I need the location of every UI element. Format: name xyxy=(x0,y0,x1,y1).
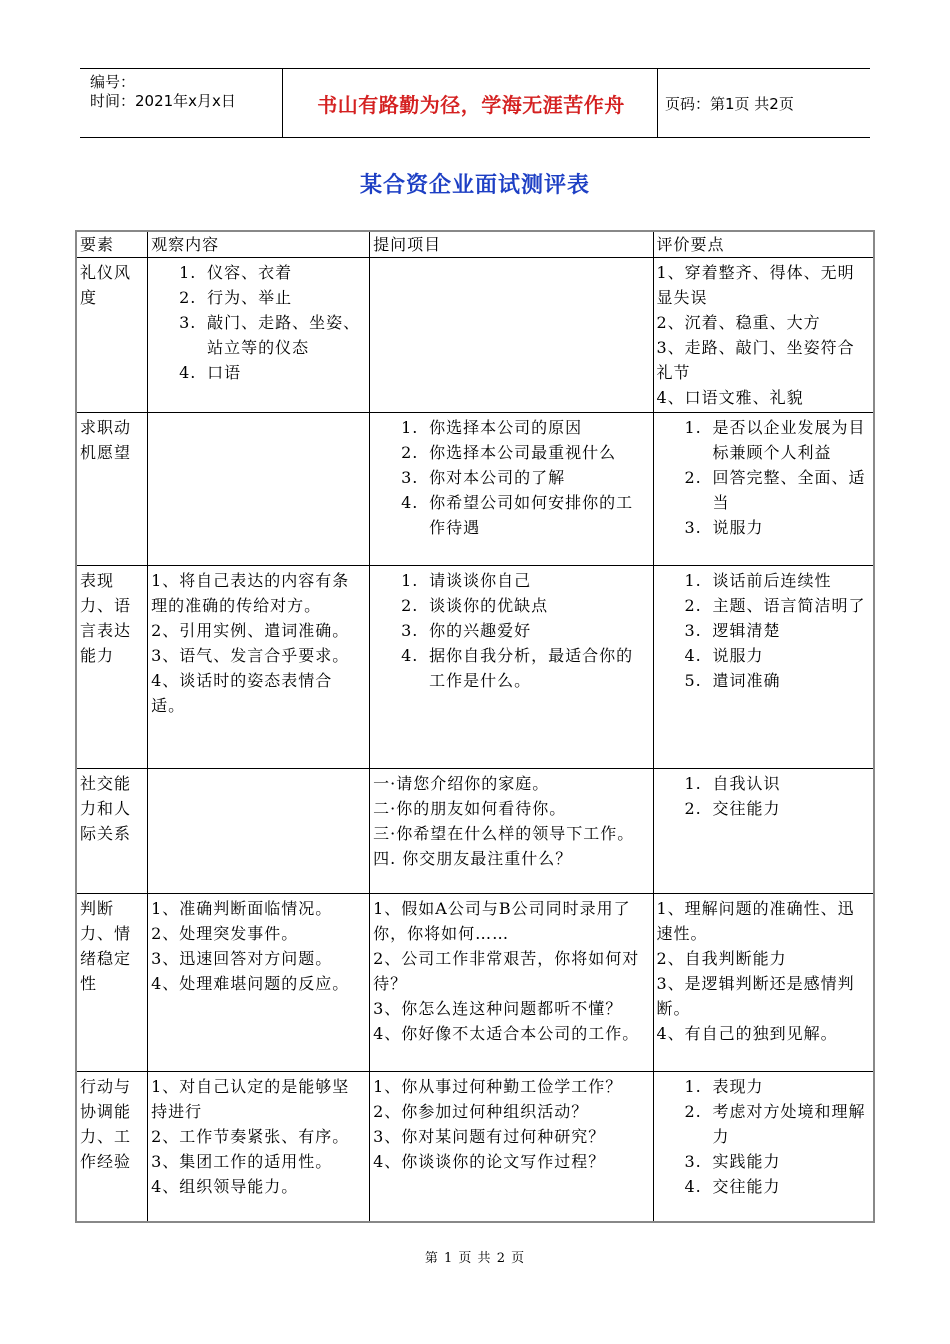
list-item: 1. 是否以企业发展为目标兼顾个人利益 xyxy=(684,418,866,462)
header-page-info: 页码：第1页 共2页 xyxy=(665,94,794,113)
list-item: 1. 仪容、衣着 xyxy=(179,263,293,282)
list-item: 1、对自己认定的是能够坚持进行 xyxy=(151,1077,350,1121)
page-footer: 第 1 页 共 2 页 xyxy=(424,1251,526,1266)
element-cell: 行动与协调能力、工作经验 xyxy=(76,1072,148,1222)
list-item: 一·请您介绍你的家庭。 xyxy=(373,774,550,793)
header-divider xyxy=(657,69,658,137)
questions-cell xyxy=(370,894,653,1072)
column-header: 评价要点 xyxy=(653,231,874,258)
list-item: 3. 敲门、走路、坐姿、站立等的仪态 xyxy=(179,313,361,357)
list-item: 1、你从事过何种勤工俭学工作？ xyxy=(373,1077,623,1096)
list-item: 2. 你选择本公司最重视什么 xyxy=(401,443,617,462)
list-item: 3. 说服力 xyxy=(684,518,764,537)
list-item: 4. 口语 xyxy=(179,363,242,382)
list-item: 4、组织领导能力。 xyxy=(151,1177,299,1196)
list-item: 2、处理突发事件。 xyxy=(151,924,299,943)
element-cell: 社交能力和人际关系 xyxy=(76,769,148,894)
observe-cell xyxy=(148,894,370,1072)
list-item: 4、你谈谈你的论文写作过程？ xyxy=(373,1152,606,1171)
questions-cell xyxy=(370,413,653,566)
list-item: 3. 实践能力 xyxy=(684,1152,781,1171)
list-item: 3、走路、敲门、坐姿符合礼节 xyxy=(656,338,855,382)
list-item: 2. 交往能力 xyxy=(684,799,781,818)
criteria-cell xyxy=(653,769,874,894)
document-header xyxy=(80,68,870,138)
list-item: 2. 主题、语言简洁明了 xyxy=(684,596,866,615)
list-item: 2. 考虑对方处境和理解力 xyxy=(684,1102,866,1146)
list-item: 1. 谈话前后连续性 xyxy=(684,571,832,590)
observe-cell xyxy=(148,1072,370,1222)
criteria-cell xyxy=(653,1072,874,1222)
list-item: 2、引用实例、遣词准确。 xyxy=(151,621,350,640)
table-row xyxy=(76,894,874,1072)
questions-cell xyxy=(370,769,653,894)
list-item: 4. 说服力 xyxy=(684,646,764,665)
evaluation-table xyxy=(75,230,875,1223)
list-item: 3. 你的兴趣爱好 xyxy=(401,621,532,640)
list-item: 4、有自己的独到见解。 xyxy=(656,1024,838,1043)
criteria-cell xyxy=(653,413,874,566)
column-header: 要素 xyxy=(76,231,148,258)
table-row xyxy=(76,413,874,566)
list-item: 4. 交往能力 xyxy=(684,1177,781,1196)
table-row xyxy=(76,769,874,894)
list-item: 2. 谈谈你的优缺点 xyxy=(401,596,549,615)
document-title: 某合资企业面试测评表 xyxy=(359,173,590,198)
serial-label: 编号： xyxy=(90,73,136,91)
observe-cell xyxy=(148,413,370,566)
element-cell: 礼仪风度 xyxy=(76,258,148,413)
element-cell: 判断力、情绪稳定性 xyxy=(76,894,148,1072)
list-item: 4. 据你自我分析，最适合你的工作是什么。 xyxy=(401,646,634,690)
list-item: 4、处理难堪问题的反应。 xyxy=(151,974,350,993)
list-item: 3. 你对本公司的了解 xyxy=(401,468,566,487)
list-item: 3、你对某问题有过何种研究？ xyxy=(373,1127,606,1146)
list-item: 2、自我判断能力 xyxy=(656,949,787,968)
list-item: 3、集团工作的适用性。 xyxy=(151,1152,333,1171)
header-motto: 书山有路勤为径，学海无涯苦作舟 xyxy=(317,92,625,117)
list-item: 1、穿着整齐、得体、无明显失误 xyxy=(656,263,855,307)
list-item: 4. 你希望公司如何安排你的工作待遇 xyxy=(401,493,634,537)
list-item: 2. 行为、举止 xyxy=(179,288,293,307)
column-header: 提问项目 xyxy=(370,231,653,258)
list-item: 2、沉着、稳重、大方 xyxy=(656,313,821,332)
list-item: 1. 请谈谈你自己 xyxy=(401,571,532,590)
time-label: 时间：2021年x月x日 xyxy=(90,92,236,110)
observe-cell xyxy=(148,258,370,413)
list-item: 2、工作节奏紧张、有序。 xyxy=(151,1127,350,1146)
element-cell: 表现力、语言表达能力 xyxy=(76,566,148,769)
table-row xyxy=(76,258,874,413)
observe-cell xyxy=(148,566,370,769)
questions-cell xyxy=(370,1072,653,1222)
table-row xyxy=(76,1072,874,1222)
list-item: 5. 遣词准确 xyxy=(684,671,781,690)
element-cell: 求职动机愿望 xyxy=(76,413,148,566)
list-item: 3、是逻辑判断还是感情判断。 xyxy=(656,974,855,1018)
list-item: 二·你的朋友如何看待你。 xyxy=(373,799,567,818)
list-item: 四. 你交朋友最注重什么？ xyxy=(373,849,573,868)
observe-cell xyxy=(148,769,370,894)
list-item: 1、将自己表达的内容有条理的准确的传给对方。 xyxy=(151,571,350,615)
criteria-cell xyxy=(653,566,874,769)
list-item: 2. 回答完整、全面、适当 xyxy=(684,468,866,512)
header-divider xyxy=(282,69,283,137)
list-item: 2、公司工作非常艰苦，你将如何对待？ xyxy=(373,949,640,993)
questions-cell xyxy=(370,258,653,413)
questions-cell xyxy=(370,566,653,769)
table-row xyxy=(76,566,874,769)
criteria-cell xyxy=(653,258,874,413)
list-item: 1、假如A公司与B公司同时录用了你，你将如何…… xyxy=(373,899,631,943)
list-item: 3. 逻辑清楚 xyxy=(684,621,781,640)
table-header-row xyxy=(76,231,874,258)
list-item: 3、迅速回答对方问题。 xyxy=(151,949,333,968)
list-item: 1、准确判断面临情况。 xyxy=(151,899,333,918)
list-item: 三·你希望在什么样的领导下工作。 xyxy=(373,824,635,843)
list-item: 3、你怎么连这种问题都听不懂？ xyxy=(373,999,623,1018)
list-item: 1. 表现力 xyxy=(684,1077,764,1096)
list-item: 1. 你选择本公司的原因 xyxy=(401,418,583,437)
list-item: 4、口语文雅、礼貌 xyxy=(656,388,804,407)
list-item: 2、你参加过何种组织活动？ xyxy=(373,1102,589,1121)
column-header: 观察内容 xyxy=(148,231,370,258)
list-item: 1、理解问题的准确性、迅速性。 xyxy=(656,899,855,943)
list-item: 3、语气、发言合乎要求。 xyxy=(151,646,350,665)
list-item: 4、谈话时的姿态表情合适。 xyxy=(151,671,333,715)
criteria-cell xyxy=(653,894,874,1072)
list-item: 1. 自我认识 xyxy=(684,774,781,793)
list-item: 4、你好像不太适合本公司的工作。 xyxy=(373,1024,640,1043)
header-meta xyxy=(90,73,285,111)
